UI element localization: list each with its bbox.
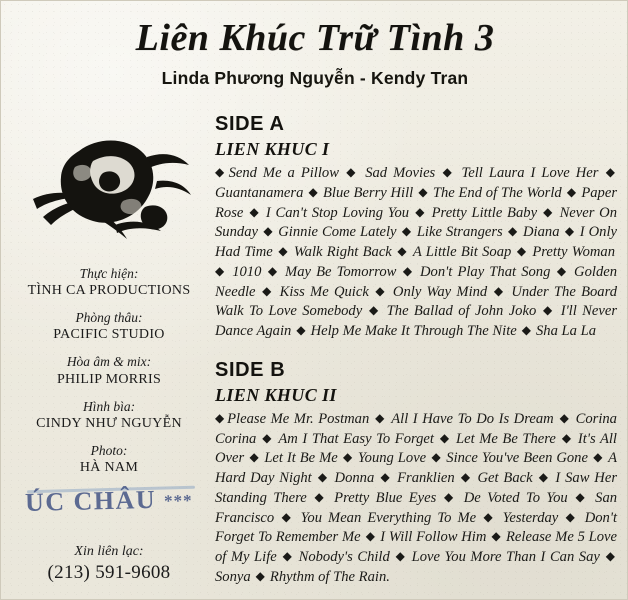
track-title: Walk Right Back [293,244,392,261]
credit-item [9,265,209,300]
diamond-bullet-icon: ◆ [555,410,574,425]
diamond-bullet-icon: ◆ [569,489,594,504]
diamond-bullet-icon: ◆ [552,263,573,278]
stamp-dots: *** [164,490,194,511]
side-a-medley-title: LIEN KHUC I [215,139,330,159]
track-title: Don't Play That Song [420,263,551,280]
diamond-bullet-icon: ◆ [488,529,505,544]
track-title: Blue Berry Hill [322,184,414,201]
diamond-bullet-icon: ◆ [259,224,277,239]
track-title: The End of The World [432,184,562,201]
diamond-bullet-icon: ◆ [538,303,559,318]
track-title: Donna [334,470,375,487]
track-title: Ginnie Come Lately [278,224,397,241]
diamond-bullet-icon: ◆ [258,430,277,445]
diamond-bullet-icon: ◆ [398,224,415,239]
contact-label: Xin liên lạc: [74,543,144,559]
stamp-label: ÚC CHÂU [24,484,157,517]
credit-item [9,442,209,477]
diamond-bullet-icon: ◆ [391,549,410,564]
track-title: You Mean Everything To Me [300,509,477,526]
diamond-bullet-icon: ◆ [215,263,231,278]
diamond-bullet-icon: ◆ [600,165,615,179]
track-title: Franklien [397,470,455,487]
credits-column [9,121,209,584]
credit-item [9,353,209,388]
track-title: I'll Never Dance Again [215,303,618,340]
diamond-bullet-icon: ◆ [276,509,299,524]
diamond-bullet-icon: ◆ [560,509,583,524]
diamond-bullet-icon: ◆ [362,529,379,544]
credit-value: PHILIP MORRIS [56,371,162,387]
credits-list [9,265,209,477]
header [1,19,628,89]
credit-value: CINDY NHƯ NGUYỄN [36,415,182,431]
diamond-bullet-icon: ◆ [339,450,356,465]
diamond-bullet-icon: ◆ [308,489,333,504]
diamond-bullet-icon: ◆ [215,410,226,425]
side-b-block [215,359,617,588]
track-title: Like Strangers [416,224,503,241]
diamond-bullet-icon: ◆ [415,184,431,199]
diamond-bullet-icon: ◆ [456,470,476,485]
track-title: Nobody's Child [298,549,390,566]
diamond-bullet-icon: ◆ [557,430,576,445]
track-title: Kiss Me Quick [279,283,369,300]
track-title: Paper Rose [215,184,617,221]
diamond-bullet-icon: ◆ [252,569,268,584]
diamond-bullet-icon: ◆ [489,283,510,298]
diamond-bullet-icon: ◆ [313,470,333,485]
side-b-medley-title: LIEN KHUC II [215,384,337,405]
track-title: Sonya [215,569,251,586]
track-title: Let Me Be There [455,430,556,447]
credit-label: Phòng thâu: [75,310,143,326]
diamond-bullet-icon: ◆ [340,165,364,179]
diamond-bullet-icon: ◆ [534,470,554,485]
track-title: Pretty Woman [532,244,615,261]
credit-label: Hòa âm & mix: [66,354,152,370]
track-title: Since You've Been Gone [446,450,588,467]
tracklist-column [215,113,617,588]
distributor-stamp [9,486,209,538]
diamond-bullet-icon: ◆ [518,323,534,338]
diamond-bullet-icon: ◆ [601,549,615,564]
track-title: Only Way Mind [392,283,488,300]
diamond-bullet-icon: ◆ [437,165,460,179]
diamond-bullet-icon: ◆ [411,204,430,219]
track-title: Never On Sunday [215,204,618,241]
track-title: All I Have To Do Is Dream [391,410,554,427]
track-title: I Saw Her Standing There [215,470,617,506]
track-title: San Francisco [215,489,618,526]
diamond-bullet-icon: ◆ [246,450,263,465]
diamond-bullet-icon: ◆ [245,204,264,219]
track-title: Get Back [477,470,533,487]
side-b-tracklist [215,410,617,588]
diamond-bullet-icon: ◆ [257,283,278,298]
diamond-bullet-icon: ◆ [376,470,396,485]
track-title: I Will Follow Him [380,529,487,546]
page-title: Liên Khúc Trữ Tình 3 [135,17,495,59]
track-title: Sad Movies [365,165,436,181]
track-title: Tell Laura I Love Her [461,165,599,181]
track-title: 1010 [232,263,262,280]
diamond-bullet-icon: ◆ [435,430,454,445]
diamond-bullet-icon: ◆ [305,184,321,199]
diamond-bullet-icon: ◆ [589,450,607,465]
track-title: Sha La La [535,323,596,340]
diamond-bullet-icon: ◆ [504,224,521,239]
side-b-title: SIDE B [215,358,286,381]
track-title: A Little Bit Soap [412,244,512,261]
track-title: Love You More Than I Can Say [411,549,600,566]
stamp-text [25,484,193,518]
track-title: Yesterday [502,509,559,526]
diamond-bullet-icon: ◆ [364,303,385,318]
contact-phone[interactable]: (213) 591-9608 [47,561,171,583]
diamond-bullet-icon: ◆ [371,410,390,425]
credit-value: TÌNH CA PRODUCTIONS [27,283,191,299]
track-title: I Only Had Time [215,224,618,261]
track-title: Young Love [357,450,427,467]
track-title: Send Me a Pillow [228,165,339,181]
track-title: May Be Tomorrow [285,263,397,280]
diamond-bullet-icon: ◆ [428,450,445,465]
credit-value: PACIFIC STUDIO [53,327,165,343]
track-title: Corina Corina [215,410,617,447]
track-title: De Voted To You [463,489,568,506]
credit-value: HÀ NAM [79,459,139,475]
diamond-bullet-icon: ◆ [393,244,411,259]
track-title: Pretty Blue Eyes [334,489,437,506]
track-title: Pretty Little Baby [431,204,538,221]
credit-label: Photo: [90,442,128,458]
track-title: Release Me 5 Love of My Life [215,529,618,566]
diamond-bullet-icon: ◆ [293,323,309,338]
diamond-bullet-icon: ◆ [263,263,284,278]
track-title: It's All Over [215,430,617,467]
track-title: Please Me Mr. Postman [227,410,370,427]
side-a-title: SIDE A [215,113,285,135]
track-title: Am I That Easy To Forget [278,430,434,447]
side-a-tracklist [215,164,617,342]
credit-label: Hình bìa: [82,398,136,414]
credit-item [9,398,209,433]
diamond-bullet-icon: ◆ [513,244,531,259]
track-title: Golden Needle [215,263,618,300]
diamond-bullet-icon: ◆ [539,204,558,219]
diamond-bullet-icon: ◆ [278,549,297,564]
track-title: Help Me Make It Through The Nite [310,323,517,340]
rose-icon [9,121,209,261]
track-title: A Hard Day Night [215,450,617,487]
track-title: Let It Be Me [264,450,338,467]
diamond-bullet-icon: ◆ [215,165,227,179]
track-title: The Ballad of John Joko [386,303,537,320]
diamond-bullet-icon: ◆ [370,283,391,298]
diamond-bullet-icon: ◆ [478,509,501,524]
diamond-bullet-icon: ◆ [274,244,292,259]
track-title: Under The Board Walk To Love Somebody [215,283,618,320]
diamond-bullet-icon: ◆ [561,224,578,239]
diamond-bullet-icon: ◆ [438,489,462,504]
credit-item [9,309,209,344]
track-title: I Can't Stop Loving You [265,204,410,221]
diamond-bullet-icon: ◆ [398,263,419,278]
artist-names: Linda Phương Nguyễn - Kendy Tran [161,67,469,88]
track-title: Don't Forget To Remember Me [215,509,618,546]
credit-label: Thực hiện: [79,266,139,281]
track-title: Guantanamera [215,184,304,201]
track-title: Diana [523,224,560,241]
diamond-bullet-icon: ◆ [563,184,580,199]
track-title: Rhythm of The Rain. [269,569,390,586]
contact-block [9,544,209,584]
side-a-block [215,113,617,342]
